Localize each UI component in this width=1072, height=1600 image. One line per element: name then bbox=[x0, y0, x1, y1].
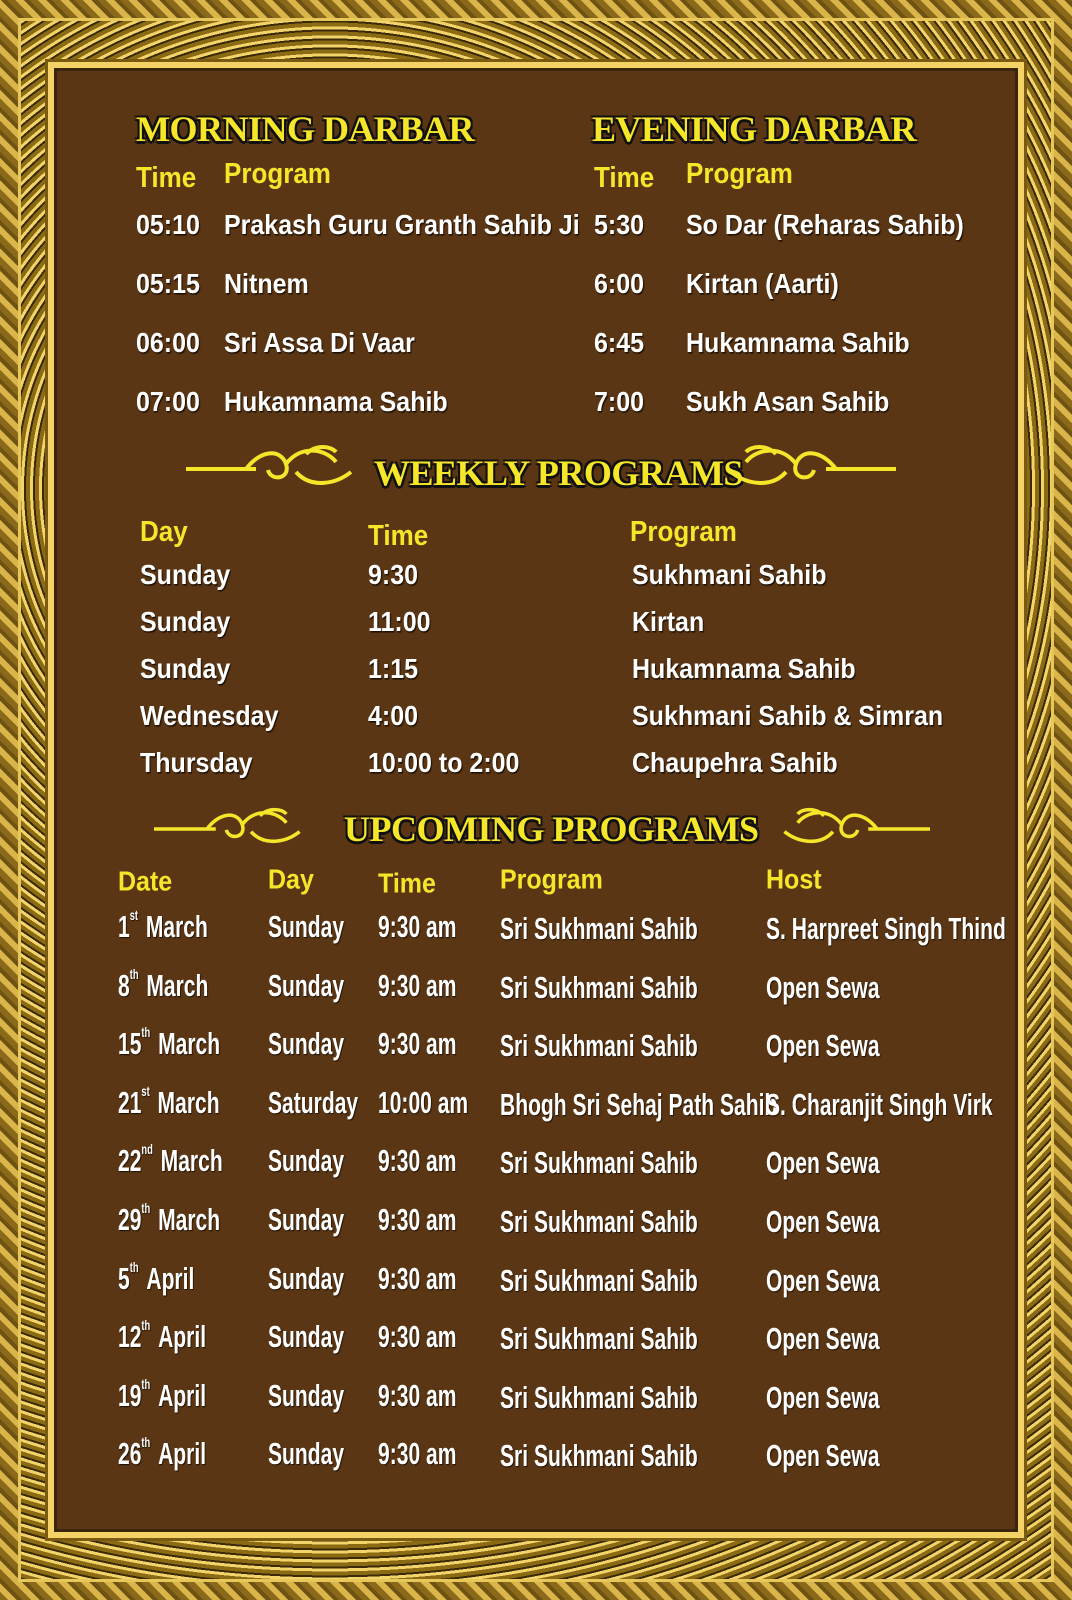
upcoming-row-host: Open Sewa bbox=[766, 1205, 880, 1239]
weekly-row-time: 9:30 bbox=[368, 560, 419, 591]
evening-row-program: So Dar (Reharas Sahib) bbox=[686, 210, 964, 241]
upcoming-row-time: 9:30 am bbox=[378, 910, 457, 944]
date-number: 8 bbox=[118, 968, 130, 1003]
weekly-row-time: 11:00 bbox=[368, 607, 431, 638]
weekly-row-time: 1:15 bbox=[368, 654, 419, 685]
upcoming-row-program: Sri Sukhmani Sahib bbox=[500, 970, 698, 1005]
evening-row-time: 6:45 bbox=[594, 328, 645, 359]
upcoming-row-time: 9:30 am bbox=[378, 1437, 457, 1471]
upcoming-row-program: Sri Sukhmani Sahib bbox=[500, 912, 698, 946]
morning-row-time: 05:15 bbox=[136, 269, 200, 300]
date-month: April bbox=[158, 1437, 207, 1471]
upcoming-row-time: 10:00 am bbox=[378, 1085, 469, 1120]
upcoming-row-host: Open Sewa bbox=[766, 1380, 880, 1415]
morning-row-program: Hukamnama Sahib bbox=[224, 387, 448, 418]
upcoming-row-date bbox=[118, 1024, 221, 1062]
morning-time-header: Time bbox=[136, 160, 197, 194]
morning-row-time: 05:10 bbox=[136, 210, 200, 241]
date-ordinal-suffix: th bbox=[141, 1200, 151, 1217]
date-number: 12 bbox=[118, 1320, 142, 1354]
weekly-row-day: Wednesday bbox=[140, 701, 279, 732]
weekly-program-header: Program bbox=[630, 514, 737, 548]
upcoming-row-host: Open Sewa bbox=[766, 1029, 880, 1063]
date-month: March bbox=[158, 1027, 221, 1061]
weekly-row-time: 4:00 bbox=[368, 701, 419, 732]
date-ordinal-suffix: th bbox=[141, 1024, 151, 1041]
morning-row-program: Prakash Guru Granth Sahib Ji bbox=[224, 210, 580, 241]
upcoming-row-day: Sunday bbox=[268, 910, 345, 944]
weekly-day-header: Day bbox=[140, 514, 188, 548]
evening-row-program: Hukamnama Sahib bbox=[686, 328, 910, 359]
weekly-programs-heading: WEEKLY PROGRAMS bbox=[374, 453, 743, 493]
date-ordinal-suffix: st bbox=[141, 1083, 150, 1100]
date-number: 5 bbox=[118, 1261, 130, 1296]
morning-program-header: Program bbox=[224, 156, 331, 190]
upcoming-row-date bbox=[118, 1200, 221, 1238]
date-month: March bbox=[160, 1144, 223, 1178]
date-month: March bbox=[145, 910, 208, 944]
upcoming-row-program: Sri Sukhmani Sahib bbox=[500, 1205, 698, 1239]
upcoming-row-time: 9:30 am bbox=[378, 1144, 457, 1178]
weekly-row-time: 10:00 to 2:00 bbox=[368, 748, 520, 779]
date-ordinal-suffix: th bbox=[141, 1376, 151, 1393]
evening-row-time: 7:00 bbox=[594, 387, 645, 418]
upcoming-row-day: Sunday bbox=[268, 1320, 345, 1354]
evening-time-header: Time bbox=[594, 160, 655, 194]
weekly-time-header: Time bbox=[368, 518, 429, 552]
upcoming-row-program: Sri Sukhmani Sahib bbox=[500, 1439, 698, 1473]
upcoming-row-date bbox=[118, 1083, 220, 1121]
evening-row-program: Kirtan (Aarti) bbox=[686, 269, 839, 300]
upcoming-row-program: Sri Sukhmani Sahib bbox=[500, 1146, 698, 1180]
upcoming-row-date bbox=[118, 966, 209, 1004]
upcoming-time-header: Time bbox=[378, 868, 436, 900]
morning-row-program: Nitnem bbox=[224, 269, 309, 300]
date-ordinal-suffix: th bbox=[129, 966, 139, 983]
upcoming-row-day: Sunday bbox=[268, 968, 345, 1003]
upcoming-row-host: Open Sewa bbox=[766, 1263, 880, 1298]
upcoming-row-program: Sri Sukhmani Sahib bbox=[500, 1380, 698, 1415]
upcoming-row-program: Sri Sukhmani Sahib bbox=[500, 1263, 698, 1298]
date-month: March bbox=[158, 1203, 221, 1237]
upcoming-row-date bbox=[118, 1317, 207, 1355]
upcoming-row-host: S. Charanjit Singh Virk bbox=[766, 1087, 993, 1122]
morning-row-time: 07:00 bbox=[136, 387, 200, 418]
weekly-row-day: Thursday bbox=[140, 748, 253, 779]
upcoming-row-program: Sri Sukhmani Sahib bbox=[500, 1029, 698, 1063]
upcoming-row-host: Open Sewa bbox=[766, 1439, 880, 1473]
upcoming-programs-heading: UPCOMING PROGRAMS bbox=[344, 809, 759, 849]
date-number: 22 bbox=[118, 1144, 142, 1178]
date-number: 26 bbox=[118, 1437, 142, 1471]
evening-darbar-heading: EVENING DARBAR bbox=[592, 109, 917, 149]
date-number: 29 bbox=[118, 1203, 142, 1237]
right-scroll-ornament bbox=[726, 444, 896, 494]
upcoming-row-day: Sunday bbox=[268, 1261, 345, 1296]
upcoming-row-date bbox=[118, 907, 208, 945]
date-ordinal-suffix: nd bbox=[141, 1142, 153, 1158]
upcoming-row-time: 9:30 am bbox=[378, 1320, 457, 1354]
date-month: March bbox=[146, 968, 209, 1003]
upcoming-row-time: 9:30 am bbox=[378, 1027, 457, 1061]
upcoming-row-time: 9:30 am bbox=[378, 1378, 457, 1413]
upcoming-date-header: Date bbox=[118, 866, 173, 898]
left-scroll-ornament-2 bbox=[154, 806, 304, 852]
upcoming-row-host: Open Sewa bbox=[766, 970, 880, 1005]
upcoming-day-header: Day bbox=[268, 864, 314, 896]
date-ordinal-suffix: st bbox=[129, 907, 139, 924]
upcoming-row-day: Saturday bbox=[268, 1085, 359, 1120]
upcoming-row-time: 9:30 am bbox=[378, 968, 457, 1003]
weekly-row-program: Sukhmani Sahib & Simran bbox=[632, 701, 944, 732]
upcoming-row-day: Sunday bbox=[268, 1027, 345, 1061]
morning-row-program: Sri Assa Di Vaar bbox=[224, 328, 415, 359]
date-ordinal-suffix: th bbox=[141, 1435, 151, 1451]
date-number: 15 bbox=[118, 1027, 142, 1061]
date-month: April bbox=[158, 1320, 207, 1354]
evening-program-header: Program bbox=[686, 156, 793, 190]
upcoming-row-date bbox=[118, 1144, 223, 1179]
weekly-row-day: Sunday bbox=[140, 654, 231, 685]
left-scroll-ornament bbox=[186, 444, 356, 494]
date-month: April bbox=[146, 1261, 195, 1296]
upcoming-row-date bbox=[118, 1376, 207, 1414]
upcoming-row-date bbox=[118, 1259, 195, 1297]
date-month: March bbox=[157, 1085, 220, 1120]
upcoming-host-header: Host bbox=[766, 864, 822, 896]
upcoming-row-host: Open Sewa bbox=[766, 1322, 880, 1356]
upcoming-row-day: Sunday bbox=[268, 1378, 345, 1413]
morning-darbar-heading: MORNING DARBAR bbox=[136, 109, 474, 149]
upcoming-row-time: 9:30 am bbox=[378, 1203, 457, 1237]
upcoming-row-program: Sri Sukhmani Sahib bbox=[500, 1322, 698, 1356]
date-ordinal-suffix: th bbox=[129, 1259, 139, 1276]
weekly-row-program: Chaupehra Sahib bbox=[632, 748, 838, 779]
upcoming-row-time: 9:30 am bbox=[378, 1261, 457, 1296]
upcoming-row-day: Sunday bbox=[268, 1144, 345, 1178]
upcoming-row-date bbox=[118, 1437, 206, 1472]
weekly-row-day: Sunday bbox=[140, 560, 231, 591]
weekly-row-program: Sukhmani Sahib bbox=[632, 560, 827, 591]
weekly-row-program: Hukamnama Sahib bbox=[632, 654, 856, 685]
evening-row-program: Sukh Asan Sahib bbox=[686, 387, 890, 418]
weekly-row-day: Sunday bbox=[140, 607, 231, 638]
date-month: April bbox=[158, 1378, 207, 1413]
upcoming-program-header: Program bbox=[500, 864, 603, 896]
evening-row-time: 6:00 bbox=[594, 269, 645, 300]
morning-row-time: 06:00 bbox=[136, 328, 200, 359]
date-number: 19 bbox=[118, 1378, 142, 1413]
upcoming-row-program: Bhogh Sri Sehaj Path Sahib bbox=[500, 1087, 778, 1122]
date-number: 21 bbox=[118, 1085, 142, 1120]
upcoming-row-host: Open Sewa bbox=[766, 1146, 880, 1180]
date-ordinal-suffix: th bbox=[141, 1317, 151, 1334]
weekly-row-program: Kirtan bbox=[632, 607, 705, 638]
upcoming-row-day: Sunday bbox=[268, 1437, 345, 1471]
upcoming-row-host: S. Harpreet Singh Thind bbox=[766, 912, 1006, 946]
date-number: 1 bbox=[118, 910, 130, 944]
right-scroll-ornament-2 bbox=[780, 806, 930, 852]
evening-row-time: 5:30 bbox=[594, 210, 645, 241]
upcoming-row-day: Sunday bbox=[268, 1203, 345, 1237]
